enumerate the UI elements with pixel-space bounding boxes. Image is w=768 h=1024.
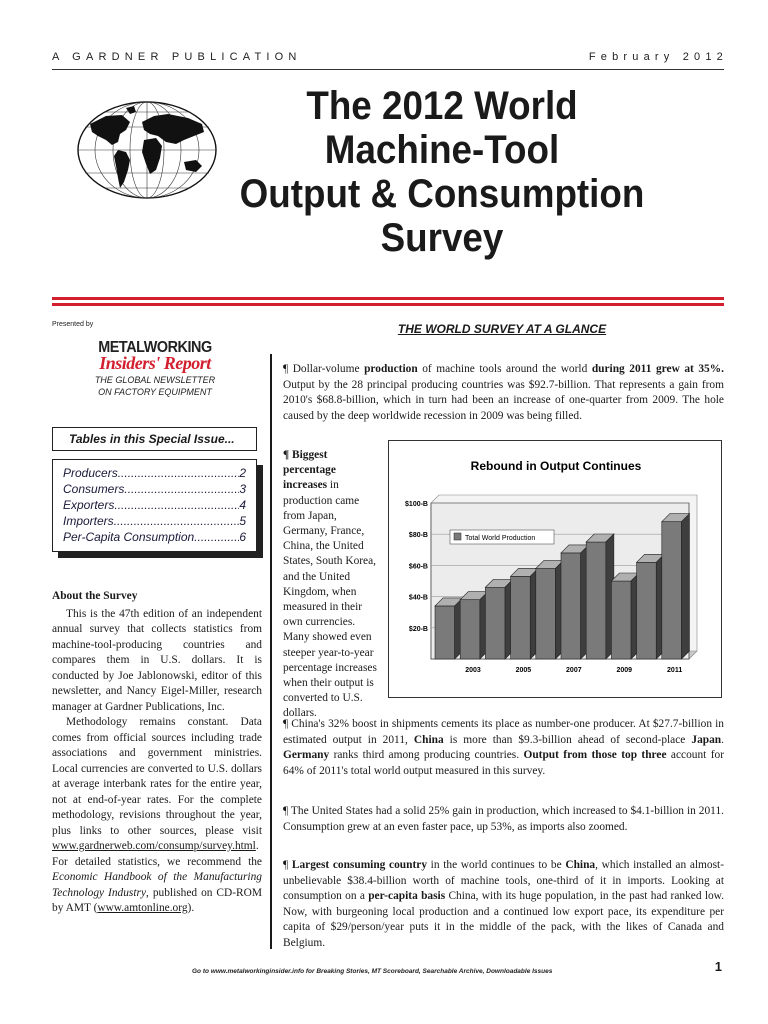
paragraph-united-states: ¶ The United States had a solid 25% gain in production, which increased to $4.1-billion in 2011. Consumption grew at an even faster pace, up 53%, as imports also zoomed.: [283, 805, 724, 833]
tables-sidebar: [52, 427, 257, 552]
table-page: 4: [239, 498, 246, 512]
chart-bar: [662, 522, 682, 659]
masthead-rule: [52, 69, 724, 70]
logo-tagline: [80, 374, 230, 398]
paragraph-production: ¶ Dollar-volume production of machine tools around the world during 2011 grew at 35%. Output by the 28 principal producing countries was $92.7-billion. That represents a gain from 2010's $68.8-billion, which in turn had been an increase of one-quarter from 2009. The hole caused by the deep worldwide recession in 2009 was being filled.: [283, 363, 724, 422]
footer-note: Go to www.metalworkinginsider.info for Breaking Stories, MT Scoreboard, Searchable Archive, Downloadable Issues: [192, 968, 553, 975]
chart-bar: [460, 600, 480, 659]
chart-x-tick-label: 2005: [515, 667, 532, 674]
paragraph-consumption: ¶ Largest consuming country in the world continues to be China, which installed an almost-unbelievable $38.4-billion worth of machine tools, one-third of it in imports. Looking at consumption on a per-capita basis China, with its huge population, in the past had ranked low. Now, with burgeoning local production and a continued low export pace, its expenditure per capita of $29/person/year puts it in the middle of the pack, with the likes of Canada and Belgium.: [283, 859, 725, 949]
tables-heading: Tables in this Special Issue...: [52, 427, 257, 451]
chart-y-tick-label: $60-B: [408, 563, 428, 571]
table-name: Producers: [63, 466, 118, 480]
chart-bar: [637, 562, 657, 659]
chart-legend-label: Total World Production: [465, 535, 536, 542]
chart-legend-swatch: [454, 533, 461, 540]
list-item[interactable]: [63, 513, 246, 529]
title-line: Survey: [380, 216, 504, 260]
chart-x-tick-label: 2003: [465, 667, 481, 674]
chart-x-tick-label: 2011: [667, 667, 683, 674]
newsletter-logo: [80, 340, 230, 398]
table-name: Importers: [63, 514, 114, 528]
list-item[interactable]: [63, 529, 246, 545]
table-page: 5: [239, 514, 246, 528]
page-number: 1: [714, 959, 722, 974]
logo-insiders-report: Insiders' Report: [99, 353, 211, 373]
logo-metalworking: METALWORKING: [98, 339, 212, 356]
chart-bar-side: [681, 514, 689, 659]
chart-bar: [586, 542, 606, 659]
survey-link[interactable]: www.gardnerweb.com/consump/survey.html: [52, 840, 256, 852]
globe-icon: [76, 100, 218, 200]
chart-y-tick-label: $80-B: [408, 532, 428, 540]
chart-y-tick-label: $40-B: [408, 594, 428, 602]
table-name: Exporters: [63, 498, 115, 512]
masthead: [52, 51, 728, 65]
list-item[interactable]: [63, 465, 246, 481]
logo-tagline-line: THE GLOBAL NEWSLETTER: [94, 375, 216, 385]
chart-y-tick-label: $100-B: [405, 501, 428, 508]
glance-heading: THE WORLD SURVEY AT A GLANCE: [397, 322, 607, 336]
chart-bar: [435, 606, 455, 659]
list-item[interactable]: [63, 497, 246, 513]
footer: [52, 959, 724, 981]
about-heading: About the Survey: [52, 590, 138, 602]
amt-link[interactable]: www.amtonline.org: [97, 902, 188, 914]
red-rule-bottom: [52, 303, 724, 306]
publication-name: A GARDNER PUBLICATION: [52, 51, 302, 63]
issue-date: February 2012: [588, 51, 728, 63]
title-line: Output & Consumption: [239, 172, 645, 216]
table-page: 6: [239, 530, 246, 544]
output-chart: [388, 440, 722, 698]
tables-list: [52, 459, 257, 552]
paragraph-china-producer: ¶ China's 32% boost in shipments cements its place as number-one producer. At $27.7-billion in estimated output in 2011, China is more than $9.3-billion ahead of second-place Japan. Germany ranks third among producing countries. Output from those top three account for 64% of 2011's total world output measured in this survey.: [283, 718, 724, 777]
table-page: 3: [239, 482, 246, 496]
about-paragraph: Methodology remains constant. Data comes from official sources including trade associations and government ministries. Local currencies are converted to U.S. dollars at average interbank rates for the entire year, not at end-of-year rates. For the complete methodology, revisions throughout the year, plus links to other sources, please visit www.gardnerweb.com/consump/survey.html. For detailed statistics, we recommend the Economic Handbook of the Manufacturing Technology Industry, published on CD-ROM by AMT (www.amtonline.org).: [52, 716, 262, 914]
red-rule-top: [52, 297, 724, 300]
table-name: Per-Capita Consumption: [63, 530, 195, 544]
title-line: Machine-Tool: [324, 128, 560, 172]
paragraph-increases: ¶ Biggest percentage increases in production came from Japan, Germany, France, China, the United States, South Korea, and the United Kingdom, when measured in their own currencies. Many showed even steeper year-to-year percentage increases when their output is converted to U.S. dollars.: [283, 449, 377, 720]
chart-x-tick-label: 2009: [616, 667, 633, 674]
logo-tagline-line: ON FACTORY EQUIPMENT: [98, 387, 212, 397]
chart-x-tick-label: 2007: [566, 667, 582, 674]
about-paragraph: This is the 47th edition of an independent annual survey that collects statistics from machine-tool-producing countries and compares them in U.S. dollars. It is conducted by Joe Jablonowski, editor of this newsletter, and Nancy Eigel-Miller, research manager at Gardner Publications, Inc.: [52, 607, 262, 713]
presented-by-label: Presented by: [52, 321, 94, 328]
chart-bar: [561, 553, 581, 659]
chart-bar: [536, 569, 556, 659]
column-divider: [270, 354, 272, 949]
chart-bar: [611, 581, 631, 659]
title-line: The 2012 World: [306, 84, 578, 128]
chart-y-tick-label: $20-B: [408, 625, 428, 633]
list-item[interactable]: [63, 481, 246, 497]
chart-title: Rebound in Output Continues: [470, 459, 642, 473]
chart-bar: [485, 587, 505, 659]
table-page: 2: [239, 466, 246, 480]
table-name: Consumers: [63, 482, 125, 496]
about-survey: [52, 589, 262, 917]
chart-bar: [511, 576, 531, 659]
chart-svg: [389, 441, 723, 699]
page-title: [230, 84, 653, 260]
book-title: Economic Handbook of the Manufacturing Technology Industry: [52, 871, 262, 899]
